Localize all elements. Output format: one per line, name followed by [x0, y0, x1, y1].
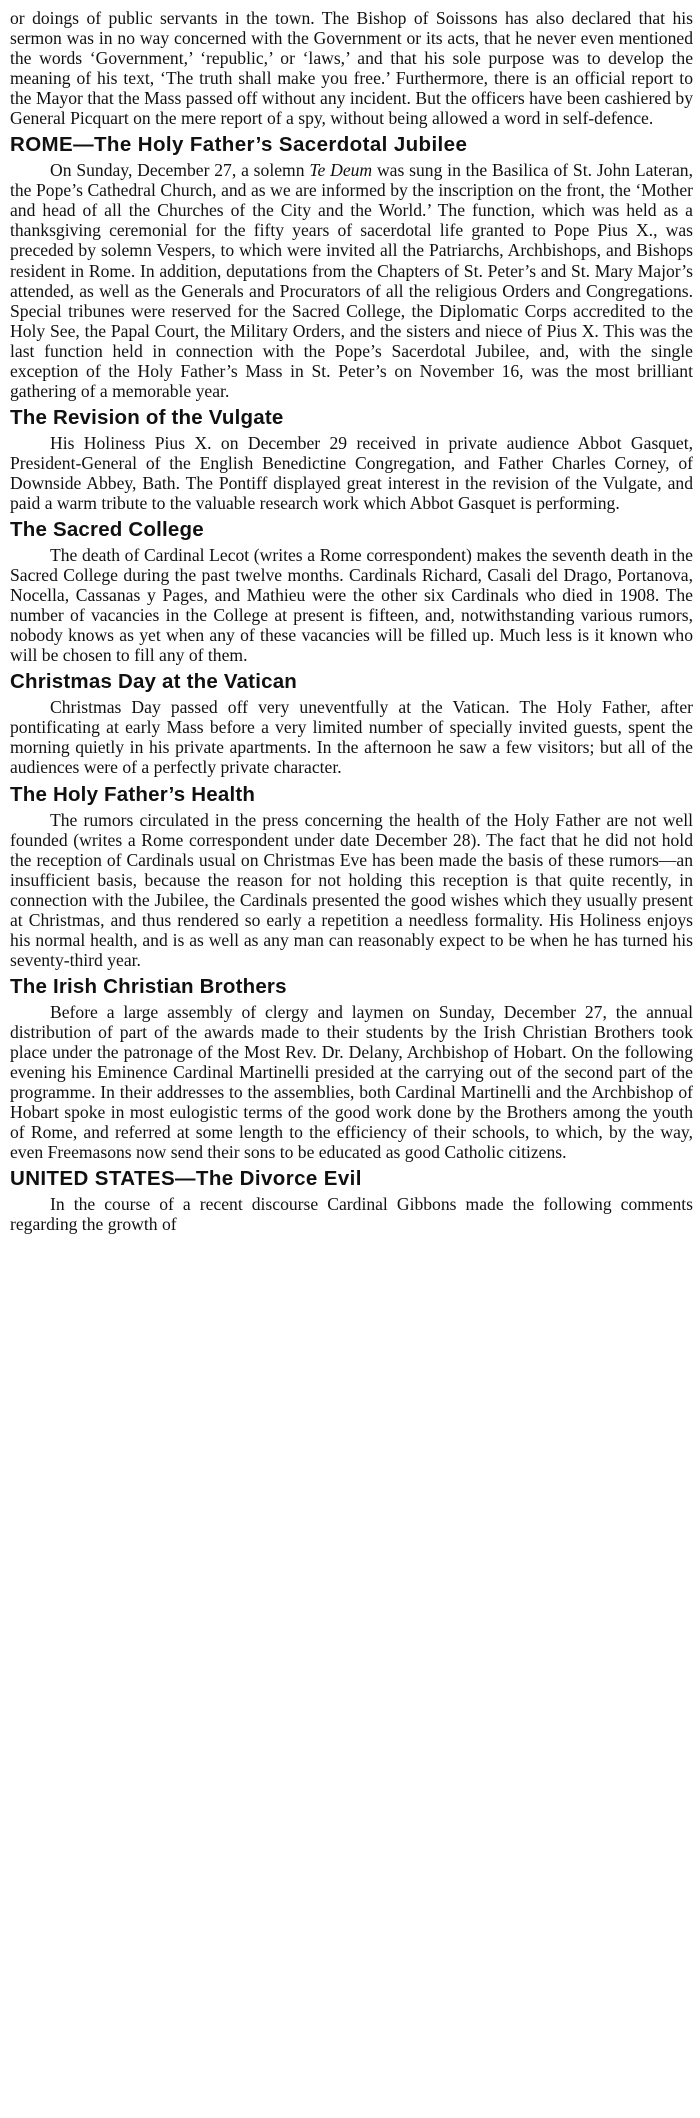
- article-body-rome-jubilee: [10, 160, 693, 401]
- article-body-holy-father-health: The rumors circulated in the press concerning the health of the Holy Father are not well founded (writes a Rome correspondent under date December 28). The fact that he did not hold the reception of Cardinals usual on Christmas Eve has been made the basis of these rumors—an insufficient basis, because the reason for not holding this reception is that quite recently, in connection with the Jubilee, the Cardinals presented the good wishes which they usually present at Christmas, and thus rendered so early a repetition a needless formality. His Holiness enjoys his normal health, and is as well as any man can reasonably expect to be when he has turned his seventy-third year.: [10, 809, 693, 970]
- article-body-irish-brothers: Before a large assembly of clergy and laymen on Sunday, December 27, the annual distribution of part of the awards made to their students by the Irish Christian Brothers took place under the patronage of the Most Rev. Dr. Delany, Archbishop of Hobart. On the following evening his Eminence Cardinal Martinelli presided at the carrying out of the second part of the programme. In their addresses to the assemblies, both Cardinal Martinelli and the Archbishop of Hobart spoke in most eulogistic terms of the good work done by the Brothers among the youth of Rome, and referred at some length to the efficiency of their schools, to which, by the way, even Freemasons now send their sons to be educated as good Catholic citizens.: [10, 1001, 693, 1163]
- article-body-vulgate: His Holiness Pius X. on December 29 received in private audience Abbot Gasquet, President-General of the English Benedictine Congregation, and Father Charles Corney, of Downside Abbey, Bath. The Pontiff displayed great interest in the revision of the Vulgate, and paid a warm tribute to the valuable research work which Abbot Gasquet is performing.: [10, 432, 693, 513]
- article-heading-vulgate: The Revision of the Vulgate: [10, 405, 284, 429]
- article-body-divorce-evil: In the course of a recent discourse Cardinal Gibbons made the following comments regarding the growth of: [10, 1194, 693, 1235]
- body-text-start: On Sunday, December 27, a solemn: [50, 160, 310, 181]
- article-body-christmas-vatican: Christmas Day passed off very uneventfully at the Vatican. The Holy Father, after pontificating at early Mass before a very limited number of specially invited guests, spent the morning quietly in his private apartments. In the afternoon he saw a few visitors; but all of the audiences were of a perfectly private character.: [10, 697, 693, 778]
- body-text-rest: was sung in the Basilica of St. John Lateran, the Pope’s Cathedral Church, and as we are informed by the inscription on the front, the ‘Mother and head of all the Churches of the City and the World.’ The function, which was held as a thanksgiving ceremonial for the fifty years of sacerdotal life granted to Pope Pius X., was preceded by solemn Vespers, to which were invited all the Patriarchs, Archbishops, and Bishops resident in Rome. In addition, deputations from the Chapters of St. Peter’s and St. Mary Major’s attended, as well as the Generals and Procurators of all the religious Orders and Congregations. Special tribunes were reserved for the Sacred College, the Diplomatic Corps accredited to the Holy See, the Papal Court, the Military Orders, and the sisters and niece of Pius X. This was the last function held in connection with the Pope’s Sacerdotal Jubilee, and, with the single exception of the Holy Father’s Mass in St. Peter’s on November 16, was the most brilliant gathering of a memorable year.: [10, 160, 693, 401]
- article-heading-holy-father-health: The Holy Father’s Health: [10, 782, 256, 806]
- article-heading-divorce-evil: UNITED STATES—The Divorce Evil: [10, 1167, 362, 1191]
- article-heading-rome-jubilee: ROME—The Holy Father’s Sacerdotal Jubilee: [10, 133, 468, 157]
- article-heading-irish-brothers: The Irish Christian Brothers: [10, 974, 287, 998]
- article-body-sacred-college: The death of Cardinal Lecot (writes a Rome correspondent) makes the seventh death in the Sacred College during the past twelve months. Cardinals Richard, Casali del Drago, Portanova, Nocella, Cassanas y Pages, and Mathieu were the other six Cardinals who died in 1908. The number of vacancies in the College at present is fifteen, and, notwithstanding various rumors, nobody knows as yet when any of these vacancies will be filled up. Much less is it known who will be chosen to fill any of them.: [10, 545, 693, 666]
- te-deum-italic: Te Deum: [309, 160, 373, 181]
- article-heading-christmas-vatican: Christmas Day at the Vatican: [10, 670, 298, 694]
- article-heading-sacred-college: The Sacred College: [10, 518, 204, 542]
- intro-paragraph: or doings of public servants in the town. The Bishop of Soissons has also declared that his sermon was in no way concerned with the Government or its acts, that he never even mentioned the words ‘Government,’ ‘republic,’ or ‘laws,’ and that his sole purpose was to develop the meaning of his text, ‘The truth shall make you free.’ Furthermore, there is an official report to the Mayor that the Mass passed off without any incident. But the officers have been cashiered by General Picquart on the mere report of a spy, without being allowed a word in self-defence.: [10, 8, 693, 129]
